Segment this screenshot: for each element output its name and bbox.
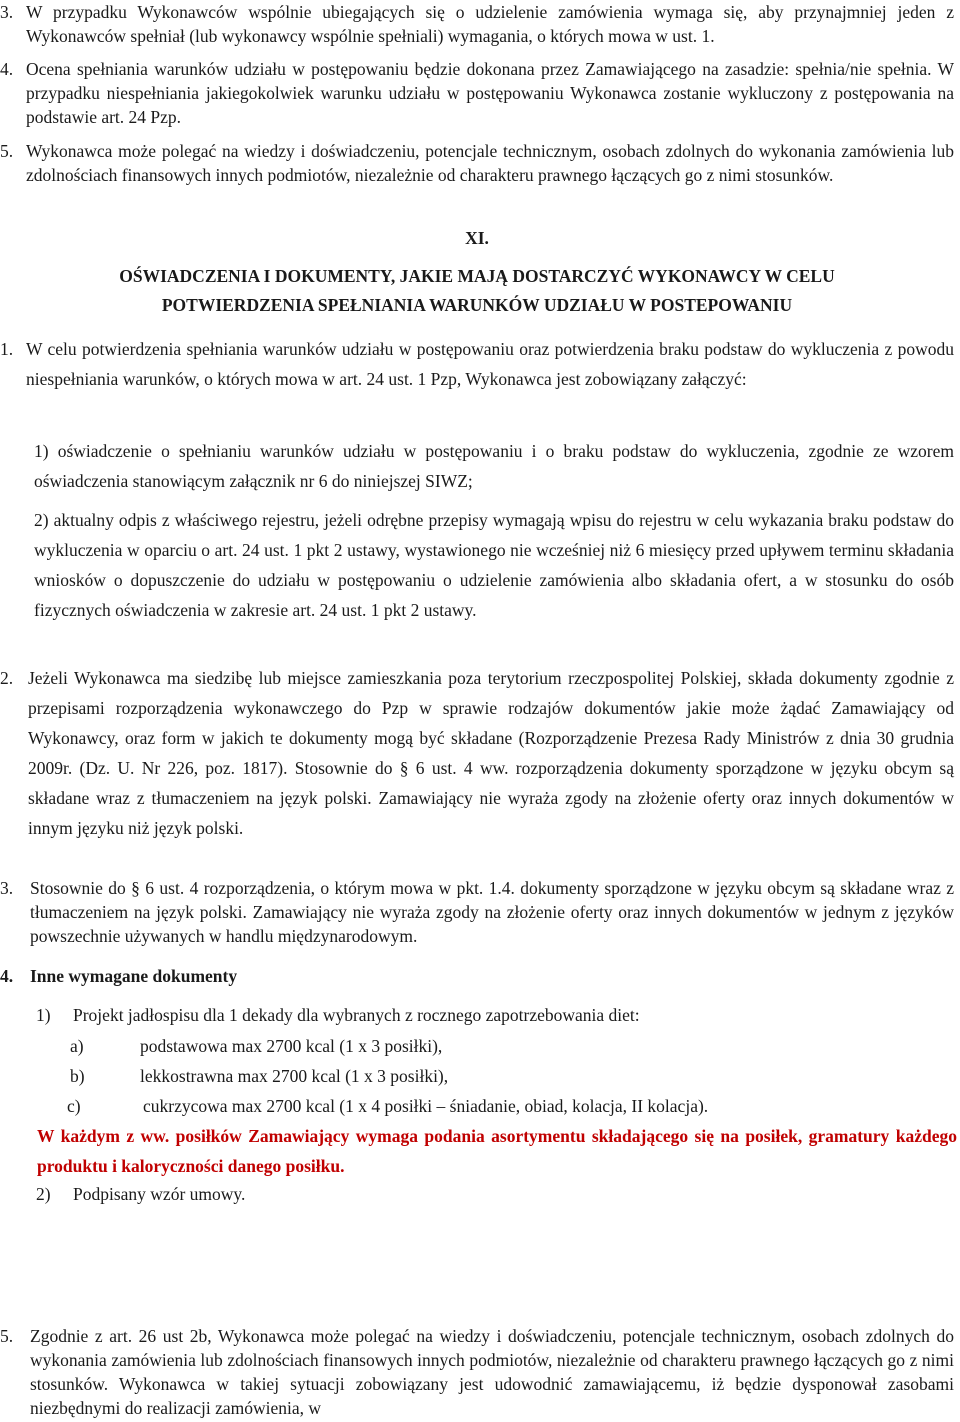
paragraph-text: Ocena spełniania warunków udziału w postępowaniu będzie dokonana przez Zamawiającego na zasadzie: spełnia/nie spełnia. W przypadku niespełniania jakiegokolwiek warunku udziału w postępowaniu Wykonawca zostanie wykluczony z postępowania na podstawie art. 24 Pzp.	[26, 59, 954, 127]
paragraph-4-prev	[0, 57, 954, 129]
diet-item	[70, 1034, 954, 1058]
paragraph-2	[0, 663, 954, 843]
diet-letter: a)	[70, 1036, 84, 1056]
paragraph-4-heading	[0, 964, 954, 988]
paragraph-text: W celu potwierdzenia spełniania warunków udziału w postępowaniu oraz potwierdzenia braku podstaw do wykluczenia z powodu niespełniania warunków, o których mowa w art. 24 ust. 1 Pzp, Wykonawca jest zobowiązany załączyć:	[26, 339, 954, 389]
paragraph-number: 5.	[0, 1326, 14, 1346]
diet-text: podstawowa max 2700 kcal (1 x 3 posiłki),	[140, 1036, 443, 1056]
section-title-line-2: POTWIERDZENIA SPEŁNIANIA WARUNKÓW UDZIAŁU W POSTEPOWANIU	[161, 295, 793, 315]
item-text: Podpisany wzór umowy.	[73, 1184, 246, 1204]
heading-text: Inne wymagane dokumenty	[30, 966, 238, 986]
paragraph-1-item-1: 1) oświadczenie o spełnianiu warunków udziału w postępowaniu i o braku podstaw do wykluczenia, zgodnie ze wzorem oświadczenia stanowiącym załącznik nr 6 do niniejszej SIWZ;	[34, 441, 954, 491]
section-title-line-1: OŚWIADCZENIA I DOKUMENTY, JAKIE MAJĄ DOSTARCZYĆ WYKONAWCY W CELU	[119, 266, 835, 286]
paragraph-text: Zgodnie z art. 26 ust 2b, Wykonawca może polegać na wiedzy i doświadczeniu, potencjale technicznym, osobach zdolnych do wykonania zamówienia lub zdolnościach finansowych innych podmiotów, niezależnie od charakteru prawnego łączących go z nimi stosunków. Wykonawca w takiej sytuacji zobowiązany jest udowodnić zamawiającemu, iż będzie dysponował zasobami niezbędnymi do realizacji zamówienia, w	[30, 1326, 954, 1418]
highlighted-requirement-note: W każdym z ww. posiłków Zamawiający wymaga podania asortymentu składającego się na posiłek, gramatury każdego produktu i kaloryczności danego posiłku.	[37, 1126, 957, 1176]
paragraph-5	[0, 1324, 954, 1420]
requirement-item-2	[36, 1182, 954, 1206]
item-text: Projekt jadłospisu dla 1 dekady dla wybranych z rocznego zapotrzebowania diet:	[73, 1005, 640, 1025]
diet-text: lekkostrawna max 2700 kcal (1 x 3 posiłki),	[140, 1066, 449, 1086]
diet-item	[70, 1064, 954, 1088]
paragraph-number: 4.	[0, 966, 14, 986]
paragraph-number: 4.	[0, 59, 14, 79]
paragraph-1	[0, 334, 954, 394]
diet-letter: b)	[70, 1066, 85, 1086]
paragraph-number: 3.	[0, 2, 14, 22]
paragraph-number: 2.	[0, 668, 14, 688]
paragraph-number: 3.	[0, 878, 14, 898]
section-number: XI.	[465, 228, 489, 248]
diet-letter: c)	[67, 1096, 81, 1116]
paragraph-3	[0, 876, 954, 948]
paragraph-number: 1.	[0, 339, 14, 359]
requirement-item-1	[36, 1003, 954, 1027]
paragraph-text: Jeżeli Wykonawca ma siedzibę lub miejsce zamieszkania poza terytorium rzeczpospolitej Polskiej, składa dokumenty zgodnie z przepisami rozporządzenia wykonawczego do Pzp w sprawie rodzajów dokumentów jakie może żądać Zamawiający od Wykonawcy, oraz form w jakich te dokumenty mogą być składane (Rozporządzenie Prezesa Rady Ministrów z dnia 30 grudnia 2009r. (Dz. U. Nr 226, poz. 1817). Stosownie do § 6 ust. 4 ww. rozporządzenia dokumenty sporządzone w języku obcym są składane wraz z tłumaczeniem na język polski. Zamawiający nie wyraża zgody na złożenie oferty oraz innych dokumentów w innym języku niż język polski.	[28, 668, 954, 838]
item-number: 2)	[36, 1184, 51, 1204]
paragraph-text: W przypadku Wykonawców wspólnie ubiegających się o udzielenie zamówienia wymaga się, aby przynajmniej jeden z Wykonawców spełniał (lub wykonawcy wspólnie spełniali) wymagania, o których mowa w ust. 1.	[26, 2, 954, 46]
paragraph-text: Stosownie do § 6 ust. 4 rozporządzenia, o którym mowa w pkt. 1.4. dokumenty sporządzone w języku obcym są składane wraz z tłumaczeniem na język polski. Zamawiający nie wyraża zgody na złożenie oferty oraz innych dokumentów w jednym z języków powszechnie używanych w handlu międzynarodowym.	[30, 878, 954, 946]
diet-item	[67, 1094, 954, 1118]
paragraph-3-prev	[0, 0, 954, 48]
paragraph-1-item-2: 2) aktualny odpis z właściwego rejestru, jeżeli odrębne przepisy wymagają wpisu do rejestru w celu wykazania braku podstaw do wykluczenia w oparciu o art. 24 ust. 1 pkt 2 ustawy, wystawionego nie wcześniej niż 6 miesięcy przed upływem terminu składania wniosków o dopuszczenie do udziału w postępowaniu o udzielenie zamówienia albo składania ofert, a w stosunku do osób fizycznych oświadczenia w zakresie art. 24 ust. 1 pkt 2 ustawy.	[34, 510, 954, 620]
item-number: 1)	[36, 1005, 51, 1025]
paragraph-text: Wykonawca może polegać na wiedzy i doświadczeniu, potencjale technicznym, osobach zdolnych do wykonania zamówienia lub zdolnościach finansowych innych podmiotów, niezależnie od charakteru prawnego łączących go z nimi stosunków.	[26, 141, 954, 185]
paragraph-5-prev	[0, 139, 954, 187]
diet-text: cukrzycowa max 2700 kcal (1 x 4 posiłki – śniadanie, obiad, kolacja, II kolacja).	[143, 1096, 709, 1116]
paragraph-number: 5.	[0, 141, 14, 161]
